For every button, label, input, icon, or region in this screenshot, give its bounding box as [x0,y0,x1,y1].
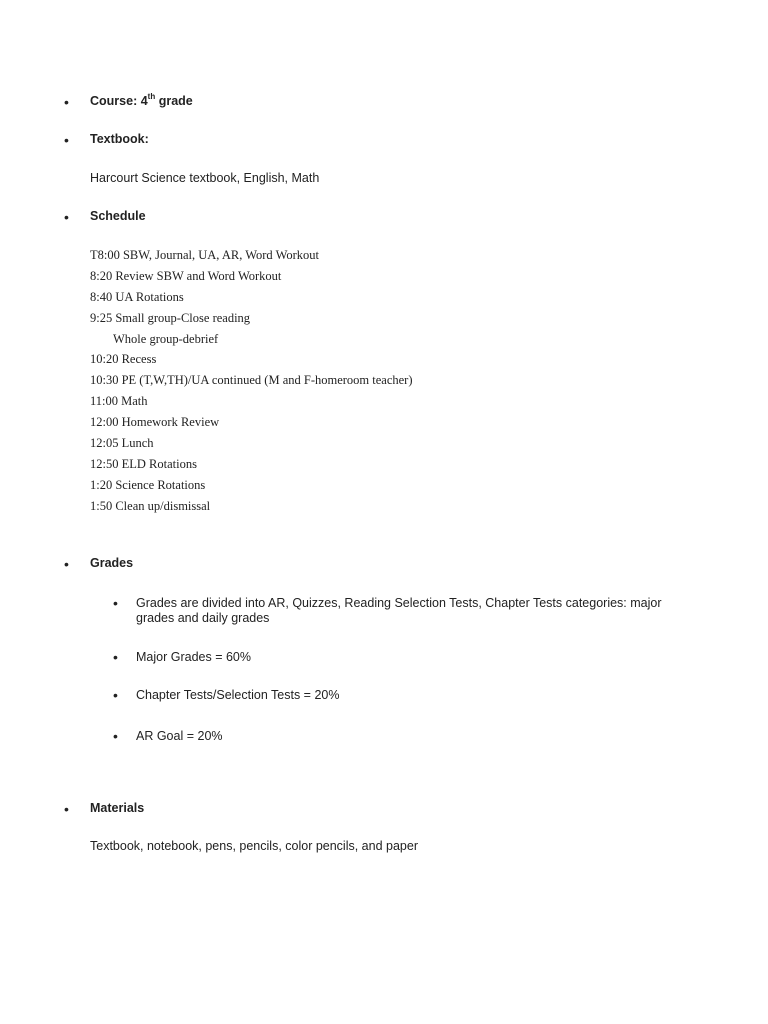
bullet-grades: • [64,556,69,572]
course-superscript: th [147,92,156,101]
schedule-item: 8:20 Review SBW and Word Workout [90,268,282,283]
bullet-course: • [64,94,69,110]
grades-heading: Grades [90,556,134,570]
schedule-item: 9:25 Small group-Close reading [90,310,251,325]
grades-item: Chapter Tests/Selection Tests = 20% [136,688,340,702]
sub-bullet: • [113,649,118,665]
grades-item: Grades are divided into AR, Quizzes, Reading Selection Tests, Chapter Tests categories: major grades and daily grades [136,596,662,625]
schedule-item: Whole group-debrief [113,331,219,346]
course-label: Course: 4 [90,94,148,108]
bullet-schedule: • [64,209,69,225]
bullet-materials: • [64,801,69,817]
schedule-heading: Schedule [90,209,146,223]
sub-bullet: • [113,595,118,611]
sub-bullet: • [113,687,118,703]
materials-heading: Materials [90,801,145,815]
course-suffix: grade [155,94,193,108]
schedule-item: T8:00 SBW, Journal, UA, AR, Word Workout [90,248,320,262]
schedule-list [90,248,413,520]
course-heading [90,92,193,108]
textbook-heading: Textbook: [90,132,149,146]
sub-bullet: • [113,728,118,744]
schedule-item: 12:50 ELD Rotations [90,456,197,471]
schedule-item: 1:50 Clean up/dismissal [90,498,211,513]
schedule-item: 8:40 UA Rotations [90,289,184,304]
schedule-item: 10:20 Recess [90,352,157,367]
schedule-item: 1:20 Science Rotations [90,477,206,492]
bullet-textbook: • [64,132,69,148]
grades-item: Major Grades = 60% [136,650,251,664]
textbook-content: Harcourt Science textbook, English, Math [90,171,320,185]
schedule-item: 12:05 Lunch [90,436,154,451]
materials-content: Textbook, notebook, pens, pencils, color pencils, and paper [90,839,418,853]
grades-item: AR Goal = 20% [136,729,223,743]
schedule-item: 12:00 Homework Review [90,415,220,430]
schedule-item: 10:30 PE (T,W,TH)/UA continued (M and F-homeroom teacher) [90,373,413,388]
schedule-item: 11:00 Math [90,394,148,409]
